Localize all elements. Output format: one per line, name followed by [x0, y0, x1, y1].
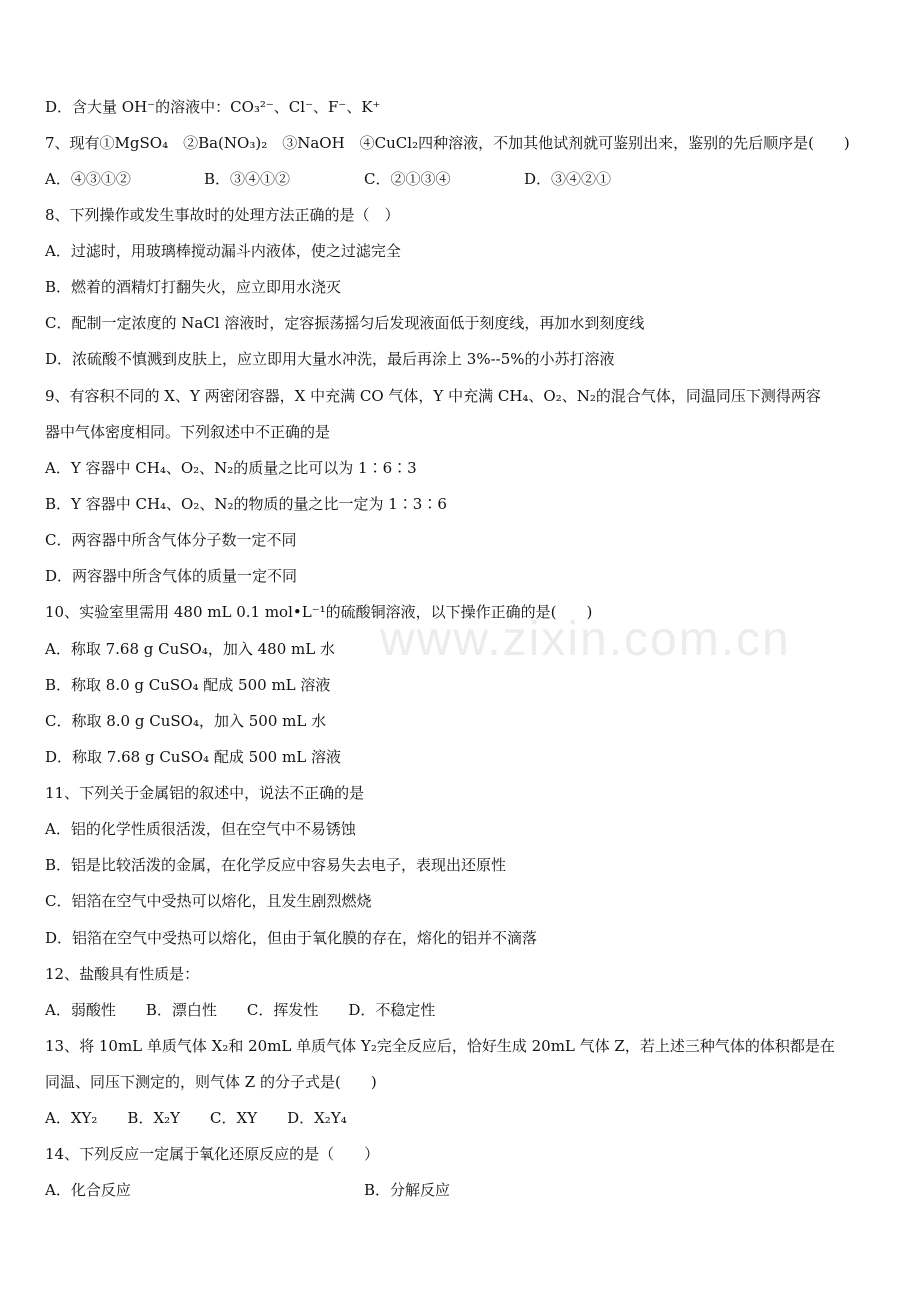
q8-option-c: C．配制一定浓度的 NaCl 溶液时，定容振荡摇匀后发现液面低于刻度线，再加水到刻度线	[45, 314, 645, 332]
question-8-stem: 8、下列操作或发生事故时的处理方法正确的是（ ）	[45, 206, 400, 224]
question-10-stem: 10、实验室里需用 480 mL 0.1 mol•L⁻¹的硫酸铜溶液，以下操作正确的是( )	[45, 603, 593, 621]
q7-option-a: A．④③①②	[45, 170, 131, 188]
q11-option-b: B．铝是比较活泼的金属，在化学反应中容易失去电子，表现出还原性	[45, 856, 507, 874]
question-12-stem: 12、盐酸具有性质是：	[45, 965, 200, 983]
q11-option-c: C．铝箔在空气中受热可以熔化，且发生剧烈燃烧	[45, 892, 372, 910]
question-11-stem: 11、下列关于金属铝的叙述中，说法不正确的是	[45, 784, 365, 802]
q9-option-c: C．两容器中所含气体分子数一定不同	[45, 531, 297, 549]
q10-option-d: D．称取 7.68 g CuSO₄ 配成 500 mL 溶液	[45, 748, 341, 766]
q7-option-b: B．③④①②	[204, 170, 291, 188]
watermark: www.zixin.com.cn	[380, 613, 791, 666]
q13-options: A．XY₂ B．X₂Y C．XY D．X₂Y₄	[45, 1109, 347, 1127]
question-9-stem: 9、有容积不同的 X、Y 两密闭容器，X 中充满 CO 气体，Y 中充满 CH₄、O₂、N₂的混合气体，同温同压下测得两容	[45, 387, 821, 405]
question-14-stem: 14、下列反应一定属于氧化还原反应的是（ ）	[45, 1145, 380, 1163]
q14-option-a: A．化合反应	[45, 1181, 131, 1199]
q10-option-a: A．称取 7.68 g CuSO₄，加入 480 mL 水	[45, 640, 335, 658]
q9-option-b: B．Y 容器中 CH₄、O₂、N₂的物质的量之比一定为 1∶3∶6	[45, 495, 447, 513]
q8-option-a: A．过滤时，用玻璃棒搅动漏斗内液体，使之过滤完全	[45, 242, 401, 260]
q8-option-d: D．浓硫酸不慎溅到皮肤上，应立即用大量水冲洗，最后再涂上 3%--5%的小苏打溶液	[45, 350, 615, 368]
question-9-stem-cont: 器中气体密度相同。下列叙述中不正确的是	[45, 423, 331, 441]
q8-option-b: B．燃着的酒精灯打翻失火，应立即用水浇灭	[45, 278, 342, 296]
question-13-stem-cont: 同温、同压下测定的，则气体 Z 的分子式是( )	[45, 1073, 377, 1091]
q7-option-c: C．②①③④	[364, 170, 451, 188]
q9-option-a: A．Y 容器中 CH₄、O₂、N₂的质量之比可以为 1∶6∶3	[45, 459, 417, 477]
q10-option-c: C．称取 8.0 g CuSO₄，加入 500 mL 水	[45, 712, 327, 730]
q14-option-b: B．分解反应	[364, 1181, 451, 1199]
q11-option-a: A．铝的化学性质很活泼，但在空气中不易锈蚀	[45, 820, 356, 838]
question-13-stem: 13、将 10mL 单质气体 X₂和 20mL 单质气体 Y₂完全反应后，恰好生成 20mL 气体 Z，若上述三种气体的体积都是在	[45, 1037, 835, 1055]
q12-options: A．弱酸性 B．漂白性 C．挥发性 D．不稳定性	[45, 1001, 436, 1019]
q11-option-d: D．铝箔在空气中受热可以熔化，但由于氧化膜的存在，熔化的铝并不滴落	[45, 929, 538, 947]
q10-option-b: B．称取 8.0 g CuSO₄ 配成 500 mL 溶液	[45, 676, 331, 694]
q7-option-d: D．③④②①	[524, 170, 612, 188]
q9-option-d: D．两容器中所含气体的质量一定不同	[45, 567, 298, 585]
question-7-stem: 7、现有①MgSO₄ ②Ba(NO₃)₂ ③NaOH ④CuCl₂四种溶液，不加其他试剂就可鉴别出来，鉴别的先后顺序是( )	[45, 134, 850, 152]
question-line: D．含大量 OH⁻的溶液中：CO₃²⁻、Cl⁻、F⁻、K⁺	[45, 98, 381, 116]
